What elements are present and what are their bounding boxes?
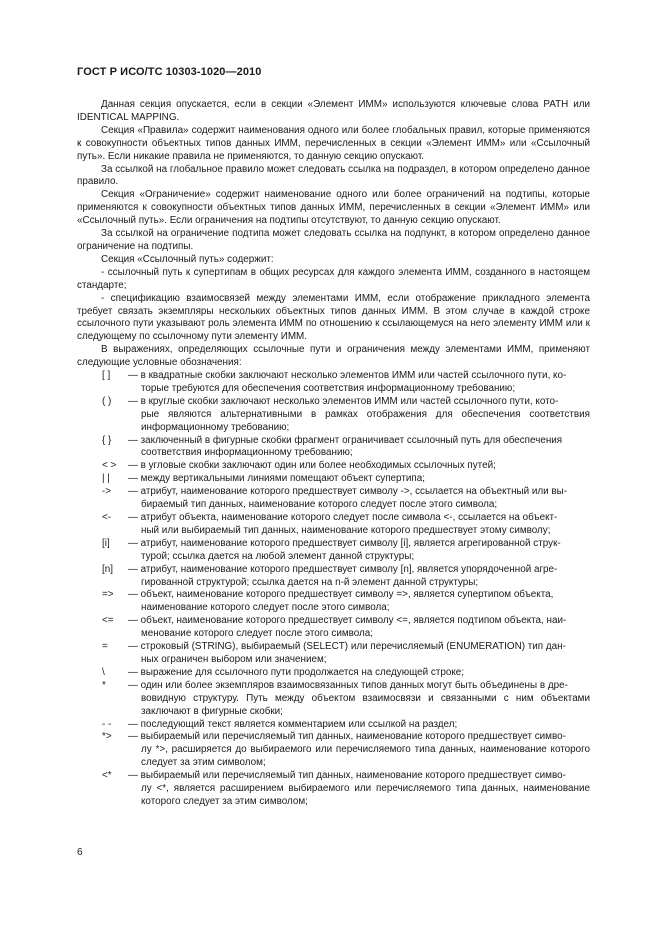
notation-symbol: ( ) (102, 395, 112, 407)
paragraph: Данная секция опускается, если в секции «Элемент ИММ» используются ключевые слова PATH или IDENTICAL MAPPING. (77, 99, 590, 123)
notation-description (128, 473, 590, 486)
notation-text-continued: гированной структурой; ссылка дается на n-й элемент данной структуры; (141, 576, 479, 588)
notation-symbol: | | (102, 473, 110, 485)
notation-entry (77, 473, 590, 486)
notation-description (128, 641, 590, 667)
notation-symbol: [ ] (102, 370, 111, 382)
document-header: ГОСТ Р ИСО/ТС 10303-1020—2010 (77, 66, 262, 78)
notation-text: — между вертикальными линиями помещают объект супертипа; (128, 473, 425, 485)
notation-text: — атрибут, наименование которого предшествует символу [i], является агрегированной струк- (128, 537, 561, 549)
notation-text-continued: ный или выбираемый тип данных, наименование которого предшествует этому символу; (141, 524, 551, 536)
notation-text: — атрибут, наименование которого предшествует символу ->, ссылается на объектный или вы- (128, 486, 568, 498)
notation-symbol: [n] (102, 563, 113, 575)
notation-symbol: [i] (102, 537, 110, 549)
list-item: - спецификацию взаимосвязей между элементами ИММ, если отображение прикладного элемента требует связать экземпляры нескольких объектных типов данных ИММ. В этом случае в каждой строке ссылочного пути указывают роль элемента ИММ по отношению к ссылающемуся на него элементу ИММ или к следующему по ссылочному пути элементу ИММ. (77, 292, 590, 343)
notation-text: — объект, наименование которого предшествует символу =>, является супертипом объекта, (128, 589, 554, 601)
paragraph: За ссылкой на глобальное правило может следовать ссылка на подраздел, в котором определено данное правило. (77, 163, 590, 188)
notation-entry (77, 719, 590, 732)
notation-text-continued: ных ограничен выбором или значением; (141, 653, 327, 665)
notation-description (128, 460, 590, 473)
notation-symbol: <* (102, 770, 112, 782)
notation-text: — заключенный в фигурные скобки фрагмент ограничивает ссылочный путь для обеспечения (128, 434, 563, 446)
list-item: - ссылочный путь к супертипам в общих ресурсах для каждого элемента ИММ, созданного в настоящем стандарте; (77, 266, 590, 291)
notation-symbol: - - (102, 718, 112, 730)
notation-description (128, 667, 590, 680)
notation-text: — атрибут объекта, наименование которого следует после символа <-, ссылается на объект- (128, 512, 558, 523)
notation-symbol: => (102, 589, 114, 601)
notation-symbol: * (102, 679, 106, 691)
notation-text: — в угловые скобки заключают один или более необходимых ссылочных путей; (128, 460, 496, 472)
notation-text: — в квадратные скобки заключают несколько элементов ИММ или частей ссылочного пути, ко- (128, 370, 567, 382)
notation-entry (77, 564, 590, 590)
notation-text-continued: лу <*, является расширением выбираемого или перечисляемого типа данных, наименование которого следует за этим символом; (141, 783, 590, 807)
notation-description (128, 435, 590, 461)
notation-text: — выбираемый или перечисляемый тип данных, наименование которого предшествует симво- (128, 770, 566, 782)
notation-symbol: *> (102, 731, 112, 743)
notation-description (128, 615, 590, 641)
notation-entry (77, 396, 590, 435)
notation-description (128, 731, 590, 770)
paragraph: За ссылкой на ограничение подтипа может следовать ссылка на подпункт, в котором определено данное ограничение на подтипы. (77, 228, 590, 252)
notation-text: — в круглые скобки заключают несколько элементов ИММ или частей ссылочного пути, кото- (128, 395, 559, 407)
notation-text-continued: бираемый тип данных, наименование которого следует после этого символа; (141, 499, 498, 511)
notation-text: — строковый (STRING), выбираемый (SELECT) или перечисляемый (ENUMERATION) тип дан- (128, 641, 566, 653)
notation-entry (77, 370, 590, 396)
paragraph: Секция «Ограничение» содержит наименование одного или более ограничений на подтипы, которые применяются к совокупности объектных типов данных ИММ, перечисленных в секции «Элемент ИММ» или «Ссылочный путь». Если ограничения на подтипы отсутствуют, то данную секцию опускают. (77, 189, 590, 227)
notation-description (128, 486, 590, 512)
notation-symbol: = (102, 641, 108, 653)
notation-entry (77, 589, 590, 615)
paragraph: Секция «Ссылочный путь» содержит: (101, 253, 274, 265)
document-body (77, 99, 590, 809)
page-number: 6 (77, 847, 83, 858)
notation-description (128, 719, 590, 732)
notation-symbol: <= (102, 615, 114, 627)
notation-symbol: <- (102, 512, 112, 523)
notation-text-continued: наименование которого следует после этого символа; (141, 602, 390, 614)
notation-text: — атрибут, наименование которого предшествует символу [n], является упорядоченной агре- (128, 563, 558, 575)
paragraph: В выражениях, определяющих ссылочные пути и ограничения между элементами ИММ, применяют следующие условные обозначения: (77, 344, 590, 369)
notation-text-continued: турой; ссылка дается на любой элемент данной структуры; (141, 550, 415, 562)
notation-text-continued: менование которого следует после этого символа; (141, 628, 374, 640)
notation-symbol: < > (102, 460, 117, 472)
notation-entry (77, 680, 590, 719)
notation-list (77, 370, 590, 809)
notation-description (128, 589, 590, 615)
notation-text: — один или более экземпляров взаимосвязанных типов данных могут быть объединены в дре- (128, 679, 568, 691)
notation-symbol: \ (102, 666, 105, 678)
paragraph: Секция «Правила» содержит наименования одного или более глобальных правил, которые применяются к совокупности объектных типов данных ИММ, перечисленных в секции «Элемент ИММ» или «Ссылочный путь». Если никакие правила не применяются, то данную секцию опускают. (77, 124, 590, 162)
notation-text-continued: вовидную структуру. Путь между объектом взаимосвязи и связанными с ним объектами заключают в фигурные скобки; (141, 692, 590, 717)
notation-text: — последующий текст является комментарием или ссылкой на раздел; (128, 718, 458, 730)
notation-entry (77, 615, 590, 641)
notation-description (128, 770, 590, 809)
notation-entry (77, 435, 590, 461)
notation-entry (77, 486, 590, 512)
notation-symbol: -> (102, 486, 112, 498)
notation-entry (77, 512, 590, 538)
notation-description (128, 564, 590, 590)
notation-text: — объект, наименование которого предшествует символу <=, является подтипом объекта, наи- (128, 615, 567, 627)
notation-entry (77, 770, 590, 809)
notation-description (128, 538, 590, 564)
notation-text: — выражение для ссылочного пути продолжается на следующей строке; (128, 666, 465, 678)
notation-text-continued: торые требуются для обеспечения соответствия информационному требованию; (141, 382, 516, 394)
notation-text-continued: рые являются альтернативными в рамках отображения для обеспечения соответствия информационному требованию; (141, 408, 590, 433)
notation-description (128, 396, 590, 435)
notation-entry (77, 731, 590, 770)
notation-description (128, 512, 590, 538)
notation-text-continued: соответствия информационному требованию; (141, 447, 353, 459)
notation-text-continued: лу *>, расширяется до выбираемого или перечисляемого типа данных, наименование которого следует за этим символом; (141, 744, 590, 769)
notation-entry (77, 538, 590, 564)
notation-text: — выбираемый или перечисляемый тип данных, наименование которого предшествует симво- (128, 731, 566, 743)
notation-entry (77, 460, 590, 473)
notation-entry (77, 641, 590, 667)
notation-description (128, 680, 590, 719)
notation-entry (77, 667, 590, 680)
notation-symbol: { } (102, 434, 112, 446)
notation-description (128, 370, 590, 396)
